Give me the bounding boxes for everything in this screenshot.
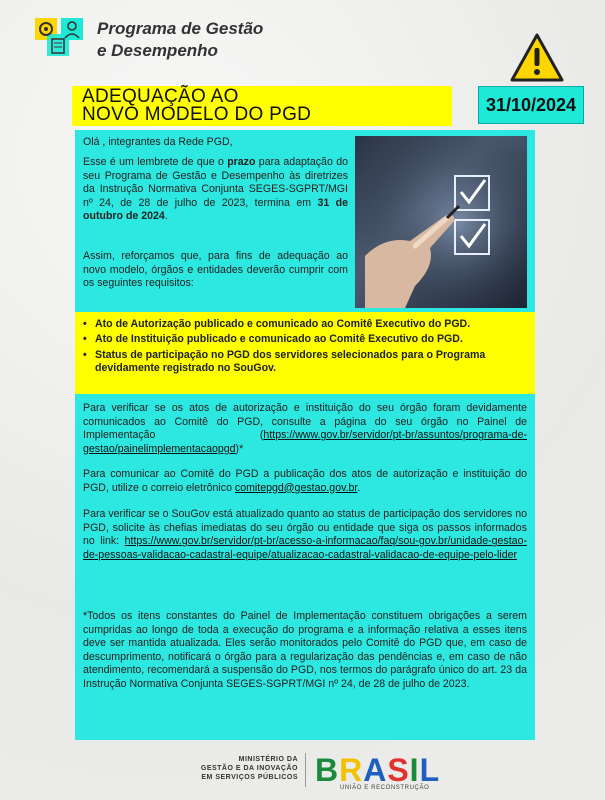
deadline-date-box [478, 86, 584, 124]
reminder-text-2: para adaptação do seu Programa de Gestão e Desempenho às diretrizes da Instrução Normativa Conjunta SEGES-SGPRT/MGI nº 24, de 28 de julho de 2023, termina em [83, 156, 348, 209]
brand-line-2: e Desempenho [97, 41, 218, 60]
ministry-line-1: MINISTÉRIO DA [238, 756, 298, 763]
communicate-text: Para comunicar ao Comitê do PGD a publicação dos atos de autorização e instituição do PGD, utilize o correio eletrônico [83, 468, 527, 494]
requirement-item: • Ato de Instituição publicado e comunicado ao Comitê Executivo do PGD. [83, 333, 463, 346]
header [35, 12, 575, 72]
reminder-text-1: Esse é um lembrete de que o [83, 156, 228, 168]
requirements-intro: Assim, reforçamos que, para fins de adequação ao novo modelo, órgãos e entidades deverão cumprir com os seguintes requisitos: [83, 250, 348, 290]
page-title [82, 88, 311, 124]
sougov-text: Para verificar se o SouGov está atualizado quanto ao status de participação dos servidores no PGD, solicite às chefias imediatas do seu órgão ou entidade que siga os passos informados no link: [83, 508, 527, 548]
footnote-paragraph: *Todos os itens constantes do Painel de Implementação constituem obrigações a serem cumpridas ao longo de toda a execução do programa e a informação relativa a esses itens deve ser mantida atualizada. Eles serão monitorados pelo Comitê do PGD que, em caso de descumprimento, notificará o órgão para a regularização das pendências e, em caso de não atendimento, recomendará a suspensão do PGD, nos termos do parágrafo único do art. 23 da Instrução Normativa Conjunta SEGES-SGPRT/MGI nº 24, de 28 de julho de 2023. [83, 610, 527, 690]
program-name [97, 18, 263, 62]
ministry-line-3: EM SERVIÇOS PÚBLICOS [201, 774, 298, 781]
sougov-faq-link[interactable]: https://www.gov.br/servidor/pt-br/acesso-a-informacao/faq/sou-gov.br/unidade-gestao-de-pessoas-validacao-cadastral-equipe/atualizacao-cadastral-validacao-de-equipe-pelo-lider [83, 535, 527, 561]
reminder-paragraph [83, 156, 348, 224]
requirement-item: • Status de participação no PGD dos servidores selecionados para o Programa devidamente registrado no SouGov. [83, 348, 486, 375]
warning-icon [509, 32, 565, 84]
greeting: Olá , integrantes da Rede PGD, [83, 136, 233, 148]
brasil-tagline: UNIÃO E RECONSTRUÇÃO [340, 785, 430, 791]
title-band [72, 86, 452, 126]
reminder-text-3: . [164, 210, 168, 223]
hand-checklist-photo [355, 136, 527, 308]
footer-divider [305, 753, 306, 787]
verify-acts-end: )* [235, 442, 244, 455]
title-line-2: NOVO MODELO DO PGD [82, 104, 312, 125]
deadline-date: 31/10/2024 [485, 95, 577, 115]
communicate-end: . [357, 481, 361, 494]
sougov-paragraph [83, 508, 527, 562]
verify-acts-paragraph [83, 402, 527, 456]
requirement-item: • Ato de Autorização publicado e comunicado ao Comitê Executivo do PGD. [83, 318, 471, 330]
pgd-logo-icon [35, 12, 90, 58]
requirement-text: Status de participação no PGD dos servidores selecionados para o Programa devidamente registrado no SouGov. [95, 348, 486, 375]
svg-text:BRASIL: BRASIL [315, 752, 441, 787]
ministry-name [150, 755, 298, 782]
ministry-line-2: GESTÃO E DA INOVAÇÃO [200, 765, 298, 772]
comite-email-link[interactable]: comitepgd@gestao.gov.br [234, 481, 358, 494]
communicate-paragraph [83, 468, 527, 495]
footer [0, 745, 605, 800]
painel-implementacao-link[interactable]: https://www.gov.br/servidor/pt-br/assuntos/programa-de-gestao/painelimplementacaopgd [83, 429, 527, 455]
title-line-1: ADEQUAÇÃO AO [82, 86, 239, 107]
deadline-word: prazo [227, 156, 256, 168]
requirement-text: Ato de Autorização publicado e comunicado ao Comitê Executivo do PGD. [95, 318, 471, 330]
requirements-list [75, 312, 535, 394]
verify-acts-text: Para verificar se os atos de autorização e instituição do seu órgão foram devidamente comunicados ao Comitê do PGD, consulte a página do seu órgão no Painel de Implementação ( [83, 402, 527, 442]
content-card [75, 130, 535, 740]
deadline-emphasis: 31 de outubro de 2024 [83, 196, 348, 223]
brand-line-1: Programa de Gestão [97, 19, 264, 38]
requirement-text: Ato de Instituição publicado e comunicado ao Comitê Executivo do PGD. [95, 333, 463, 346]
